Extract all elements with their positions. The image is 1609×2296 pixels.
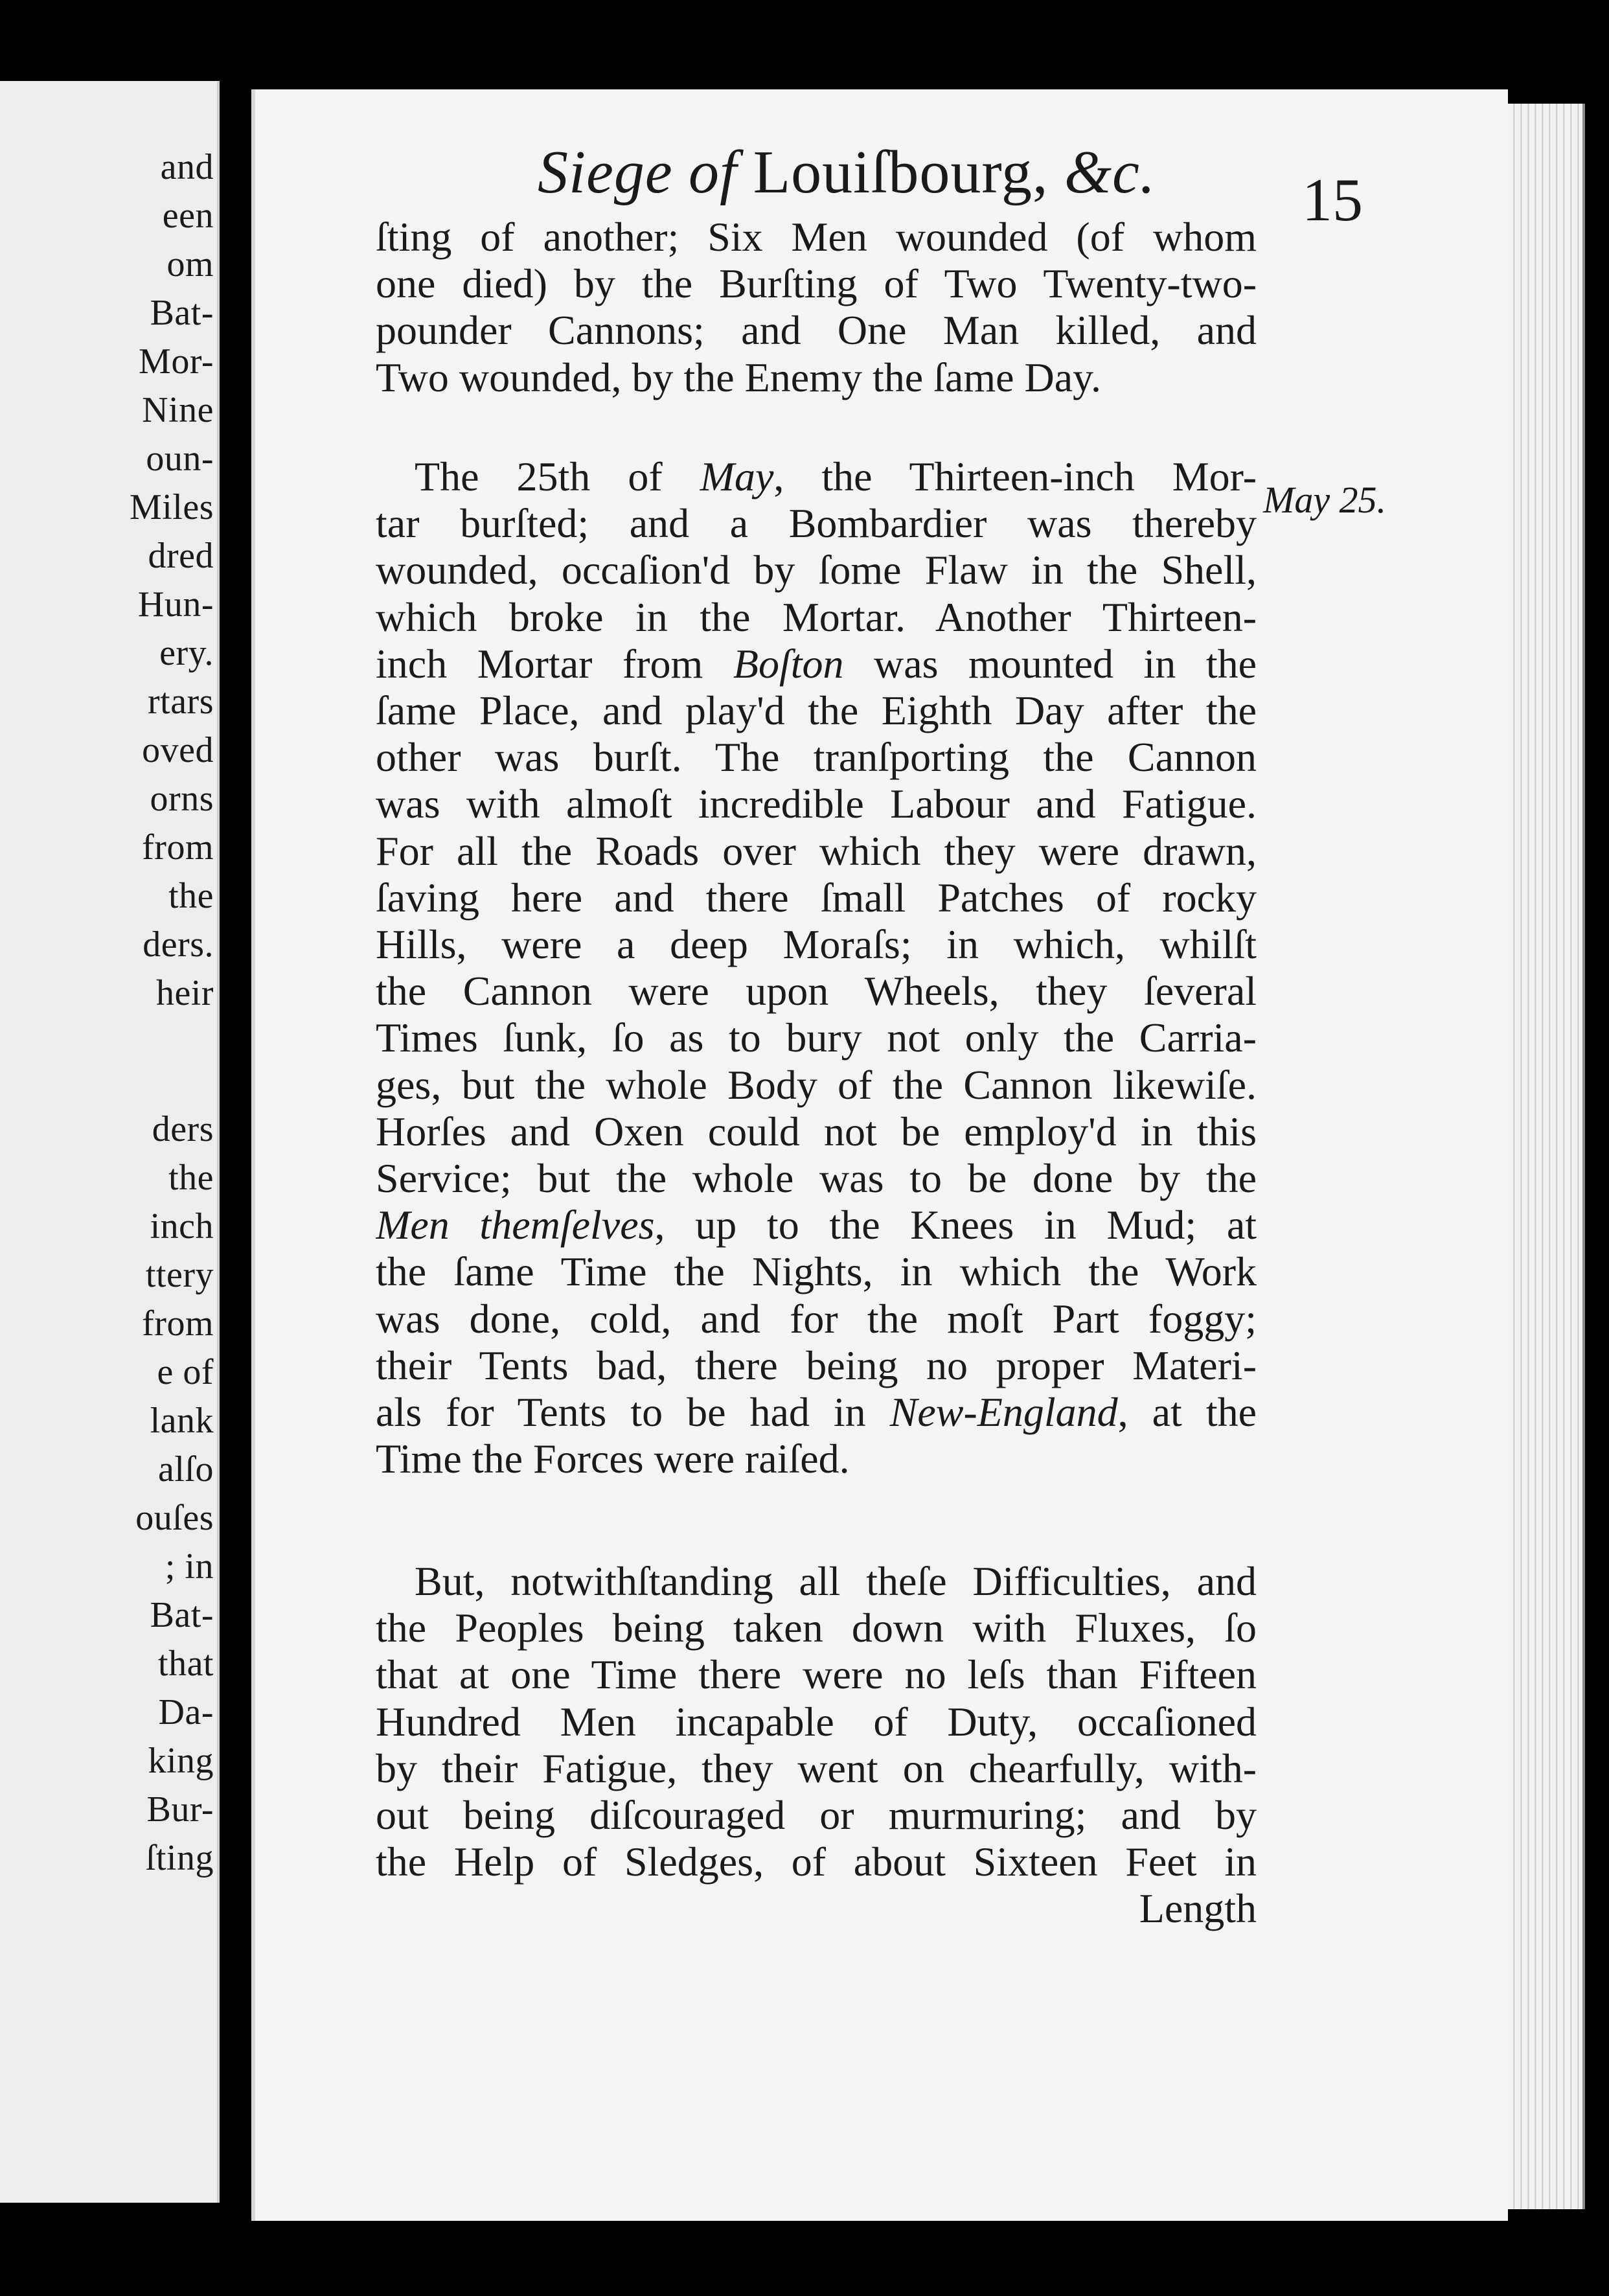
paragraph-3 xyxy=(376,1558,1257,1885)
text-line: ſting of another; Six Men wounded (of whom xyxy=(376,214,1257,260)
facing-page-line: heir xyxy=(155,973,214,1013)
text-line: was done, cold, and for the moſt Part foggy; xyxy=(376,1295,1257,1342)
facing-page-line: from xyxy=(142,827,214,867)
text-line: the Help of Sledges, of about Sixteen Feet in xyxy=(376,1839,1257,1885)
text-line: the ſame Time the Nights, in which the Work xyxy=(376,1248,1257,1295)
facing-page-line: ; in xyxy=(165,1546,214,1587)
running-head-title: Louiſbourg, xyxy=(753,139,1049,206)
facing-page-line: that xyxy=(158,1644,214,1684)
text-line: their Tents bad, there being no proper Materi- xyxy=(376,1342,1257,1388)
facing-page-line: the xyxy=(168,1158,214,1198)
page-edges xyxy=(1508,104,1585,2209)
text-line: ſame Place, and play'd the Eighth Day after the xyxy=(376,687,1257,734)
running-head-etc: &c. xyxy=(1064,139,1156,206)
text-line: ſaving here and there ſmall Patches of rocky xyxy=(376,874,1257,921)
text-line: Hundred Men incapable of Duty, occaſioned xyxy=(376,1698,1257,1745)
facing-page-line: ttery xyxy=(145,1255,214,1295)
running-head-italic: Siege of xyxy=(538,139,738,206)
facing-page-line: Miles xyxy=(129,487,214,527)
facing-page-line: ders. xyxy=(143,924,214,965)
text-line: Times ſunk, ſo as to bury not only the Carria- xyxy=(376,1015,1257,1061)
text-line: But, notwithſtanding all theſe Difficulties, and xyxy=(415,1558,1257,1604)
paragraph-1 xyxy=(376,214,1257,401)
facing-page-line: alſo xyxy=(158,1449,214,1489)
text-line: tar burſted; and a Bombardier was thereby xyxy=(376,500,1257,547)
facing-page-line: e of xyxy=(157,1352,214,1392)
text-line: by their Fatigue, they went on chearfully, with- xyxy=(376,1745,1257,1791)
text-line: other was burſt. The tranſporting the Cannon xyxy=(376,734,1257,781)
text-line: Time the Forces were raiſed. xyxy=(376,1436,850,1482)
facing-page-line: ouſes xyxy=(135,1498,214,1538)
text-line: one died) by the Burſting of Two Twenty-two- xyxy=(376,260,1257,307)
text-line: the Peoples being taken down with Fluxes, ſo xyxy=(376,1605,1257,1651)
text-line: The 25th of May, the Thirteen-inch Mor- xyxy=(415,453,1257,499)
facing-page-line: orns xyxy=(150,779,214,819)
facing-page-line: Nine xyxy=(142,390,214,430)
margin-note: May 25. xyxy=(1263,479,1387,521)
text-line: Two wounded, by the Enemy the ſame Day. xyxy=(376,354,1101,400)
text-line: out being diſcouraged or murmuring; and by xyxy=(376,1792,1257,1839)
facing-page-line: from xyxy=(142,1303,214,1344)
text-line: For all the Roads over which they were drawn, xyxy=(376,827,1257,874)
text-line: Service; but the whole was to be done by the xyxy=(376,1155,1257,1202)
text-line: als for Tents to be had in New-England, at the xyxy=(376,1389,1257,1436)
facing-page-line: dred xyxy=(148,536,214,576)
facing-page-line: inch xyxy=(150,1206,214,1246)
facing-page-line: the xyxy=(168,876,214,916)
facing-page-line: lank xyxy=(150,1401,214,1441)
facing-page-line: ders xyxy=(152,1109,214,1149)
facing-page-line: Bat- xyxy=(150,1595,214,1635)
facing-page-line: Bat- xyxy=(150,293,214,333)
text-line: pounder Cannons; and One Man killed, and xyxy=(376,307,1257,354)
facing-page-line: om xyxy=(166,244,214,284)
facing-page-line: Da- xyxy=(158,1692,214,1732)
paragraph-2 xyxy=(376,453,1257,1482)
facing-page-line: ery. xyxy=(159,633,214,673)
text-line: wounded, occaſion'd by ſome Flaw in the Shell, xyxy=(376,547,1257,593)
catchword: Length xyxy=(1139,1885,1257,1931)
text-line: that at one Time there were no leſs than Fifteen xyxy=(376,1651,1257,1698)
text-line: Horſes and Oxen could not be employ'd in this xyxy=(376,1108,1257,1154)
facing-page-line: and xyxy=(160,147,214,187)
facing-page-line: Mor- xyxy=(139,341,214,382)
facing-page-line: Bur- xyxy=(146,1789,214,1830)
running-head xyxy=(538,137,1156,207)
facing-page-line: rtars xyxy=(147,682,214,722)
facing-page xyxy=(0,81,220,2203)
text-line: was with almoſt incredible Labour and Fatigue. xyxy=(376,781,1257,827)
page-number: 15 xyxy=(1302,166,1363,234)
facing-page-line: oun- xyxy=(146,439,214,479)
text-line: Hills, were a deep Moraſs; in which, whilſt xyxy=(376,921,1257,968)
facing-page-line: een xyxy=(162,196,214,236)
facing-page-line: ſting xyxy=(145,1838,214,1878)
text-line: which broke in the Mortar. Another Thirteen- xyxy=(376,593,1257,640)
text-line: ges, but the whole Body of the Cannon likewiſe. xyxy=(376,1061,1257,1108)
text-line: the Cannon were upon Wheels, they ſeveral xyxy=(376,968,1257,1015)
text-line: Men themſelves, up to the Knees in Mud; at xyxy=(376,1202,1257,1248)
facing-page-line: Hun- xyxy=(137,584,214,625)
facing-page-line: king xyxy=(148,1741,214,1781)
text-line: inch Mortar from Boſton was mounted in the xyxy=(376,640,1257,687)
catchword-block xyxy=(376,1885,1257,1932)
facing-page-line: oved xyxy=(142,730,214,770)
